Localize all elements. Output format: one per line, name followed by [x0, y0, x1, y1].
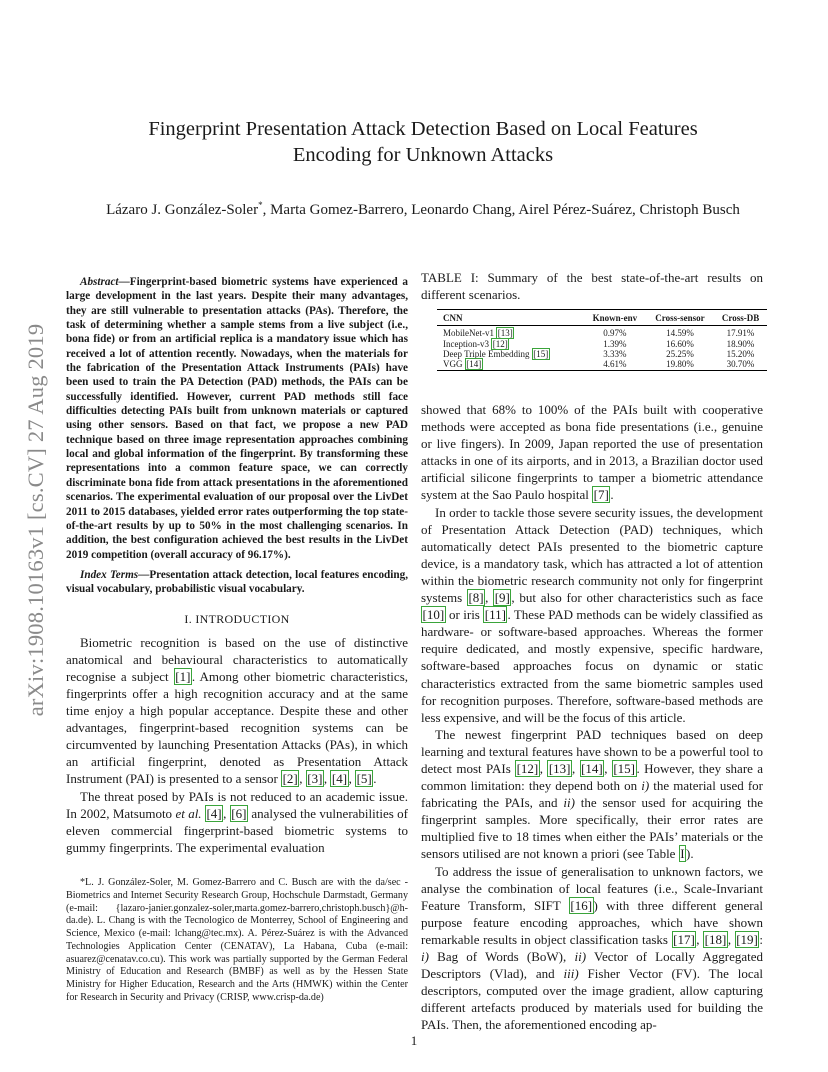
paragraph: Biometric recognition is based on the use of distinctive anatomical and behavioural characteristics to automatically recognise a subject [1] . Among other biometric characteristics, fingerprints offer a high recognition accuracy and at the same time enjoy a high popular acceptance. Despite these and other advantages, fingerprint-based recognition systems can be circumvented by launching Presentation Attacks (PAs), in which an artificial fingerprint, denoted as Presentation Attack Instrument (PAI) is presented to a sensor [2] , [3] , [4] , [5] . [66, 634, 408, 787]
citation-link[interactable]: [5] [356, 771, 372, 787]
table-caption: TABLE I: Summary of the best state-of-the-art results on different scenarios. [421, 270, 763, 302]
paragraph: In order to tackle those severe security issues, the development of Presentation Attack Detection (PAD) techniques, which automatically detect PAIs presented to the biometric capture device, is a mandatory task, which has attracted a lot of attention within the biometric research community not only for fingerprint systems [8] , [9] , but also for other characteristics such as face [10] or iris [11] . These PAD methods can be widely classified as hardware- or software-based approaches. Whereas the former require dedicated, and mostly expensive, specific hardware, software-based approaches focus on dynamic or static characteristics extracted from the same biometric samples used for recognition purposes. Therefore, software-based methods are less expensive, and will be the focus of this article. [421, 504, 763, 725]
index-terms-label: Index Terms [80, 568, 139, 581]
author-footnote-mark: * [258, 200, 263, 210]
author-list [60, 200, 786, 219]
table-row [437, 349, 767, 359]
paper-title [60, 116, 786, 168]
paragraph: showed that 68% to 100% of the PAIs built with cooperative methods were accepted as bona fide presentations (i.e., genuine or live fingers). In 2009, Japan reported the use of presentation attacks in one of its airports, and in 2013, a Brazilian doctor used artificial silicone fingerprints to tamper a biometric attendance system at the Sao Paulo hospital [7] . [421, 402, 763, 503]
citation-link[interactable]: [14] [581, 760, 603, 776]
results-table [437, 309, 767, 371]
abstract-label: Abstract [80, 276, 119, 288]
table-cell: 4.61% [603, 359, 627, 370]
citation-link[interactable]: [14] [466, 359, 482, 370]
table-cell: 25.25% [666, 348, 694, 359]
other-authors: , Marta Gomez-Barrero, Leonardo Chang, Airel Pérez-Suárez, Christoph Busch [262, 202, 740, 218]
table-cell: 1.39% [603, 338, 627, 349]
citation-link[interactable]: [10] [422, 607, 445, 623]
table-reference-link[interactable]: I [680, 846, 685, 862]
citation-link[interactable]: [11] [484, 607, 506, 623]
abstract-text: —Fingerprint-based biometric systems have experienced a large development in the last years. Despite their many advantages, they are still vulnerable to presentation attacks (PAs). Therefore, the task of determining whether a sample stems from a live subject (i.e., bona fide) or from an artificial replica is a mandatory issue which has received a lot of attention recently. Nowadays, when the materials for the fabrication of the Presentation Attack Instruments (PAIs) have been used to train the PA Detection (PAD) methods, the PAIs can be successfully identified. However, current PAD methods still face difficulties detecting PAIs built from unknown materials or captured using other sensors. Based on that fact, we propose a new PAD technique based on three image representation approaches combining local and global information of the fingerprint. By transforming these representations into a common feature space, we can correctly discriminate bona fide from attack presentations in the aforementioned scenarios. The experimental evaluation of our proposal over the LivDet 2011 to 2015 databases, yielded error rates outperforming the top state-of-the-art results by up to 50% in the most challenging scenarios. In addition, the best configuration achieved the best results in the LivDet 2019 competition (overall accuracy of 96.17%). [66, 276, 408, 561]
table-row [437, 339, 767, 349]
table-header: Cross-sensor [646, 310, 714, 326]
citation-link[interactable]: [13] [548, 760, 571, 776]
citation-link[interactable]: [3] [307, 771, 323, 787]
table-cell: 18.90% [726, 338, 755, 349]
citation-link[interactable]: [13] [497, 328, 513, 339]
table-cell: 3.33% [603, 348, 627, 359]
citation-link[interactable]: [9] [494, 590, 510, 606]
left-column [66, 275, 408, 856]
citation-link[interactable]: [15] [613, 760, 636, 776]
section-heading-introduction: I. INTRODUCTION [184, 611, 290, 626]
table-cell: Inception-v3 [12] [443, 338, 508, 349]
table-cell: VGG [14] [443, 359, 482, 370]
table-cell: 15.20% [726, 348, 755, 359]
title-line-1: Fingerprint Presentation Attack Detection Based on Local Features [148, 118, 698, 140]
citation-link[interactable]: [16] [570, 897, 593, 913]
citation-link[interactable]: [12] [516, 760, 539, 776]
table-cell: 17.91% [726, 328, 755, 339]
table-cell: 14.59% [666, 328, 694, 339]
citation-link[interactable]: [17] [673, 931, 695, 947]
index-terms-text: —Presentation attack detection, local features encoding, visual vocabulary, probabilistic visual vocabulary. [66, 568, 408, 596]
title-line-2: Encoding for Unknown Attacks [292, 144, 554, 166]
citation-link[interactable]: [18] [704, 931, 727, 947]
table-header: Known-env [584, 310, 646, 326]
index-terms [66, 568, 408, 597]
citation-link[interactable]: [6] [231, 805, 247, 821]
citation-link[interactable]: [1] [175, 668, 191, 684]
arxiv-sidebar [17, 280, 55, 760]
citation-link[interactable]: [2] [282, 771, 298, 787]
table-cell: 19.80% [666, 359, 694, 370]
table-cell: 0.97% [603, 328, 627, 339]
citation-link[interactable]: [7] [593, 487, 609, 503]
paragraph: The newest fingerprint PAD techniques based on deep learning and textural features have shown to be a powerful tool to detect most PAIs [12] , [13] , [14] , [15] . However, they share a common limitation: they depend both on i) the material used for fabricating the PAIs, and ii) the sensor used for acquiring the fingerprint samples. More specifically, their error rates are multiplied five to 18 times when either the PAIs’ materials or the sensors utilised are not known a priori (see Table I ). [421, 726, 764, 862]
table-header: CNN [437, 310, 584, 326]
citation-link[interactable]: [15] [533, 348, 549, 359]
citation-link[interactable]: [4] [331, 771, 348, 787]
table-cell: Deep Triple Embedding [15] [443, 348, 549, 359]
table-header: Cross-DB [714, 310, 767, 326]
citation-link[interactable]: [8] [468, 590, 484, 606]
table-cell: 30.70% [726, 359, 755, 370]
table-row [437, 359, 767, 370]
arxiv-identifier: arXiv:1908.10163v1 [cs.CV] 27 Aug 2019 [23, 323, 48, 717]
paragraph: To address the issue of generalisation to unknown factors, we analyse the combination of local features (i.e., Scale-Invariant Feature Transform, SIFT [16] ) with three different general purpose feature encoding approaches, which have shown remarkable results in object classification tasks [17] , [18] , [19] : i) Bag of Words (BoW), ii) Vector of Locally Aggregated Descriptors (Vlad), and iii) Fisher Vector (FV). The local descriptors, computed over the image gradient, allow capturing different artefacts produced by materials used for building the PAIs. Then, the aforementioned encoding ap- [421, 863, 763, 1033]
citation-link[interactable]: [4] [206, 805, 222, 821]
citation-link[interactable]: [12] [492, 338, 508, 349]
footnote [66, 877, 408, 1005]
page-number: 1 [410, 1033, 418, 1048]
table-row [437, 326, 767, 339]
table-cell: 16.60% [666, 338, 694, 349]
first-author: Lázaro J. González-Soler [106, 202, 259, 218]
footnote-text: *L. J. González-Soler, M. Gomez-Barrero and C. Busch are with the da/sec - Biometrics and Internet Security Research Group, Hochschule Darmstadt, Germany (e-mail: {lazaro-janier.gonzalez-soler,marta.gomez-barrero,christoph.busch}@h-da.de). L. Chang is with the Tecnologico de Monterrey, School of Engineering and Science, Mexico (e-mail: lchang@tec.mx). A. Pérez-Suárez is with the Advanced Technologies Application Center (CENATAV), La Habana, Cuba (e-mail: asuarez@cenatav.co.cu). This work was partially supported by the German Federal Ministry of Education and Research (BMBF) as well as by the Hessen State Ministry for Higher Education, Research and the Arts (HMWK) within the Center for Research in Security and Privacy (CRISP, www.crisp-da.de) [66, 877, 408, 1003]
table-header-row [437, 310, 767, 326]
paragraph: The threat posed by PAIs is not reduced to an academic issue. In 2002, Matsumoto et al. [4] , [6] analysed the vulnerabilities of eleven commercial fingerprint-based biometric systems to gummy fingerprints. The experimental evaluation [66, 788, 409, 855]
citation-link[interactable]: [19] [736, 931, 758, 947]
abstract [66, 275, 408, 562]
right-column [421, 401, 763, 1033]
table-cell: MobileNet-v1 [13] [443, 328, 513, 339]
